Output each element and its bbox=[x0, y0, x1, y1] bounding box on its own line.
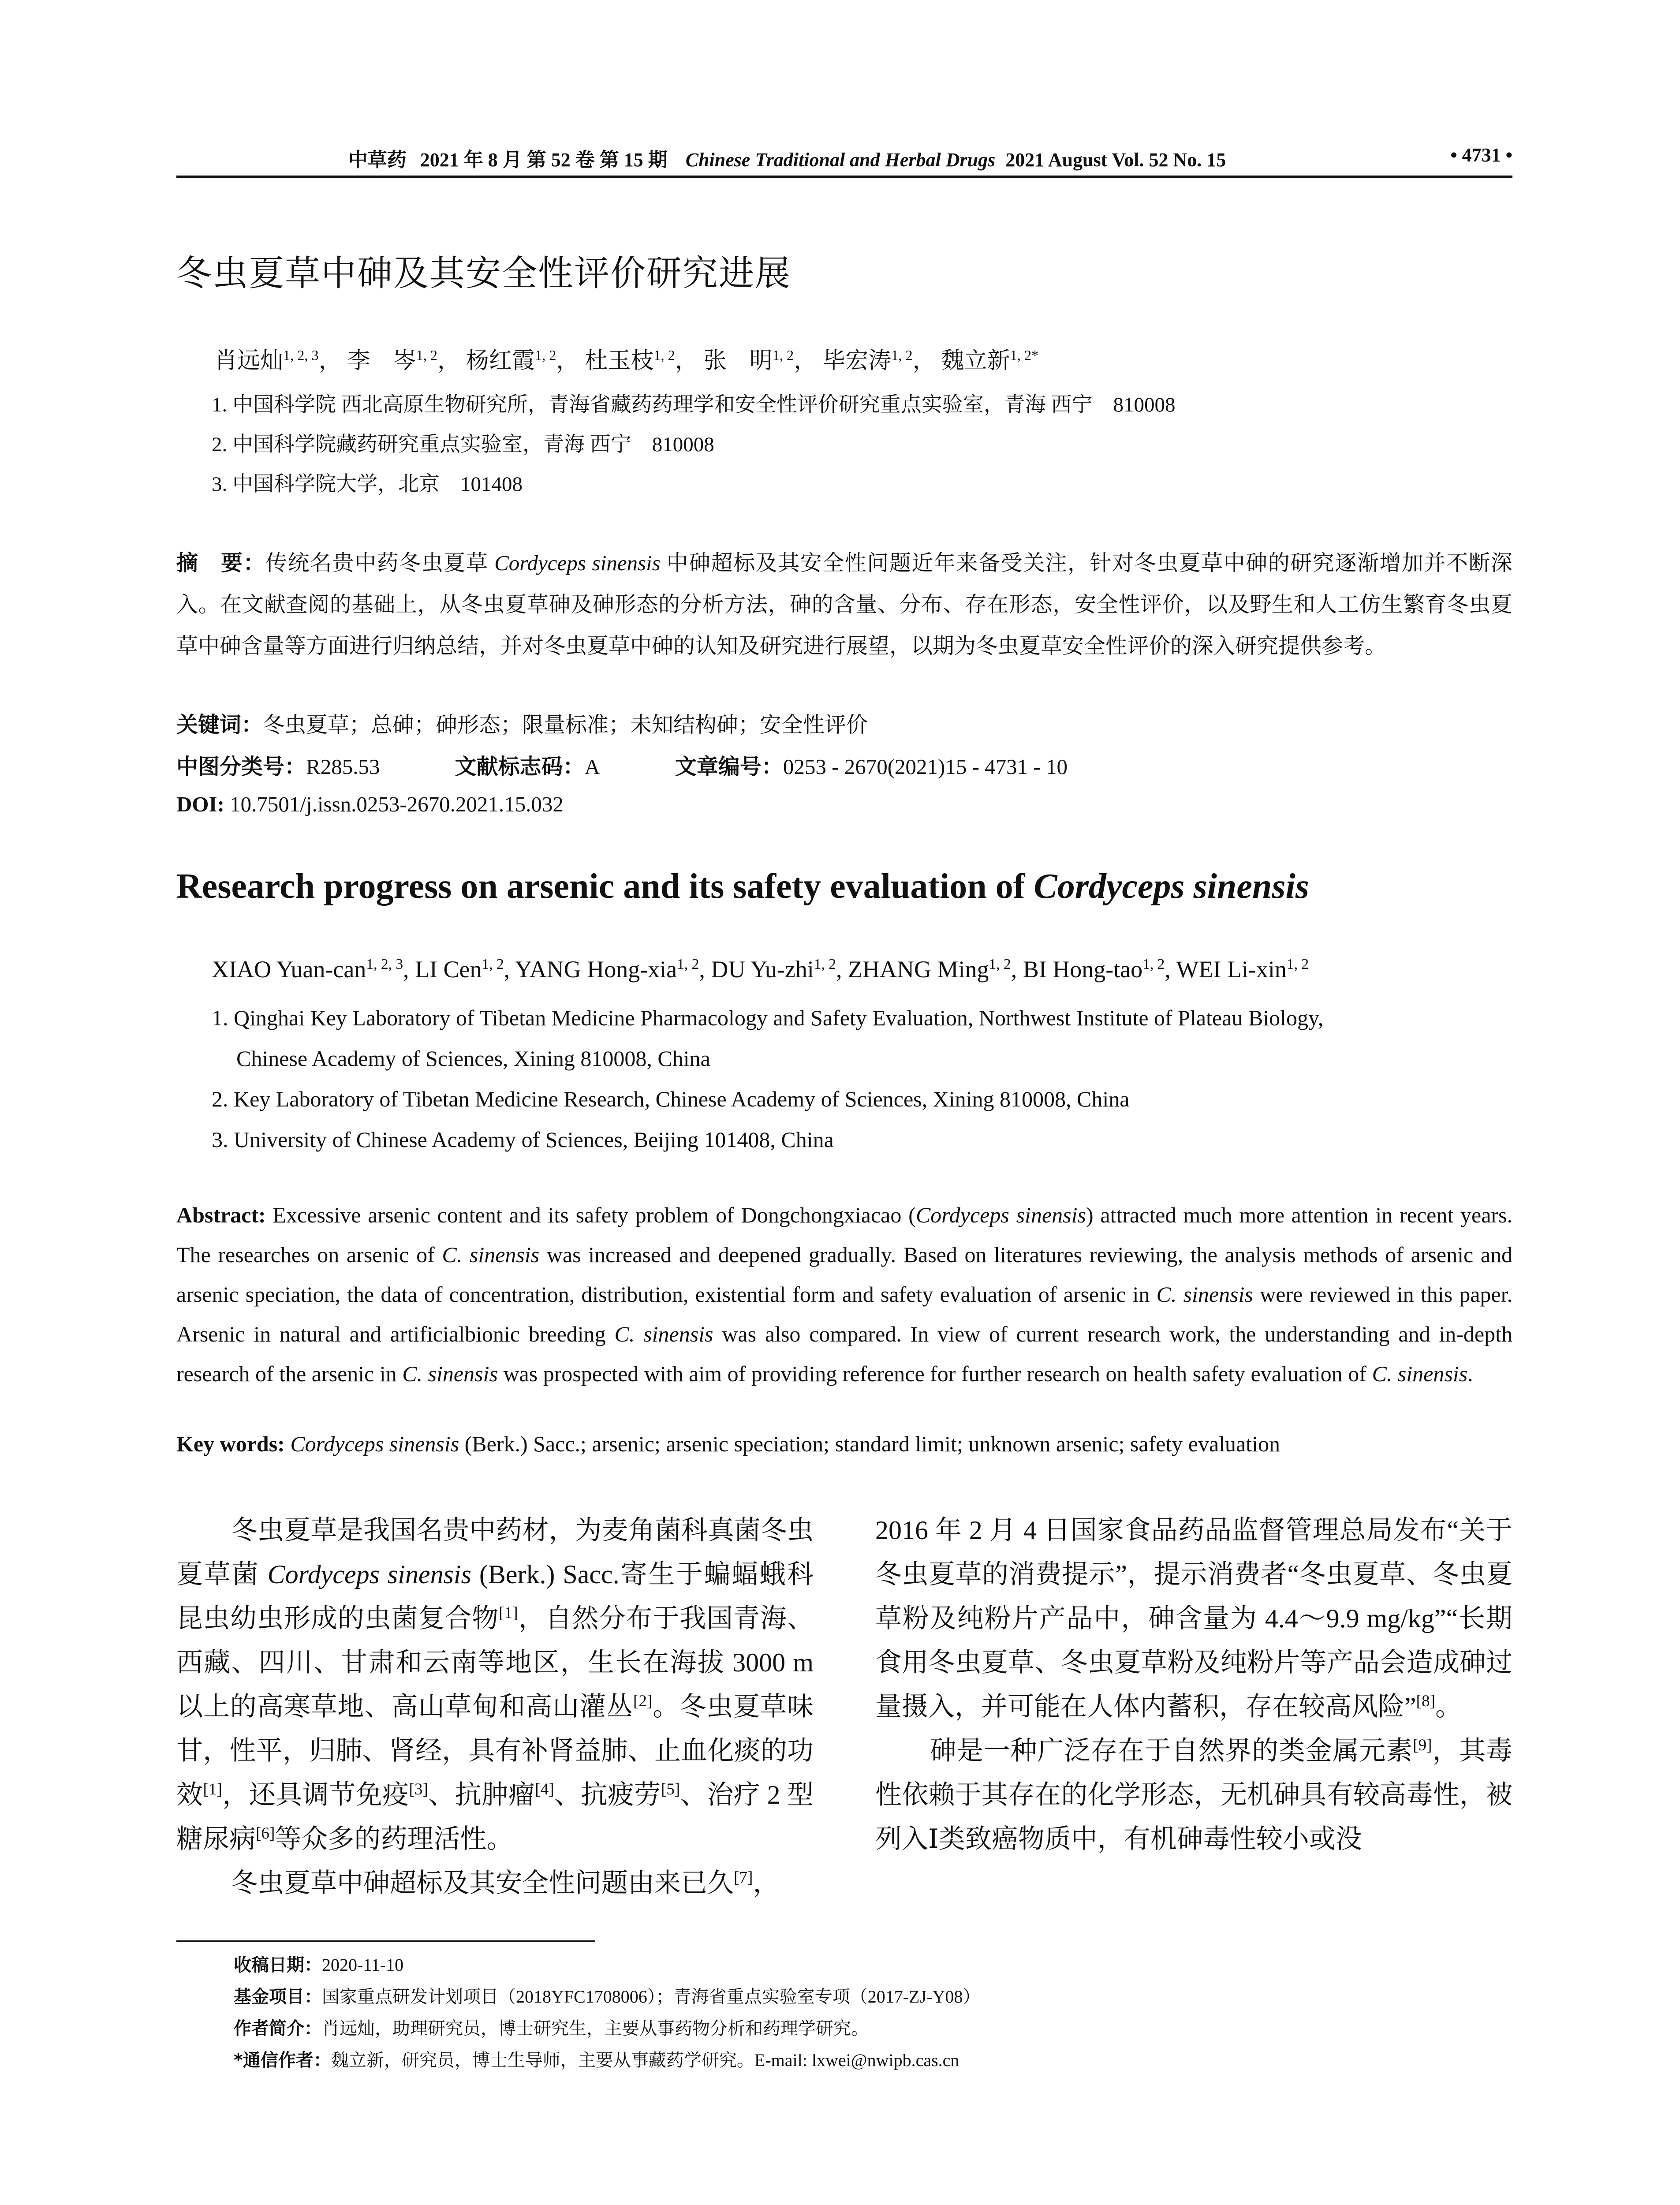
citation-ref: [1] bbox=[499, 1604, 518, 1622]
cn-author: 杨红霞$^{1, 2}$， bbox=[466, 347, 579, 374]
italic-text: C. sinensis bbox=[1372, 1361, 1468, 1386]
cn-author: 毕宏涛$^{1, 2}$， bbox=[822, 347, 936, 374]
cn-author: 肖远灿$^{1, 2, 3}$， bbox=[214, 347, 342, 374]
text-run: ) attracted much more attention in recent years. The researches on arsenic of bbox=[176, 1203, 1513, 1267]
en-author: ZHANG Ming$^{1, 2}$, bbox=[848, 956, 1023, 983]
text-run: was also compared. In view of current research work, the understanding and in-depth research of the arsenic in bbox=[176, 1322, 1512, 1386]
journal-header-center bbox=[176, 144, 1398, 172]
running-header bbox=[176, 140, 1512, 176]
text-run: 2016 年 2 月 4 日国家食品药品监督管理总局发布“关于冬虫夏草的消费提示”，提示消费者“冬虫夏草、冬虫夏草粉及纯粉片产品中，砷含量为 4.4～9.9 mg/kg”“长期食用冬虫夏草、冬虫夏草粉及纯粉片等产品会造成砷过量摄入，并可能在人体内蓄积，存在较高风险” bbox=[875, 1516, 1512, 1721]
cn-author: 魏立新$^{1, 2*}$ bbox=[941, 347, 1039, 374]
cn-abstract: 摘 要：传统名贵中药冬虫夏草 Cordyceps sinensis 中砷超标及其安全性问题近年来备受关注，针对冬虫夏草中砷的研究逐渐增加并不断深入。在文献查阅的基础上，从冬虫夏草砷及砷形态的分析方法，砷的含量、分布、存在形态，安全性评价，以及野生和人工仿生繁育冬虫夏草中砷含量等方面进行归纳总结，并对冬虫夏草中砷的认知及研究进行展望，以期为冬虫夏草安全性评价的深入研究提供参考。 bbox=[176, 550, 1512, 658]
italic-text: C. sinensis bbox=[614, 1322, 713, 1346]
issue-date-en: 2021 August Vol. 52 No. 15 bbox=[1005, 149, 1226, 171]
text-run: 冬虫夏草中砷超标及其安全性问题由来已久 bbox=[231, 1869, 734, 1898]
journal-name-cn: 中草药 bbox=[348, 149, 407, 171]
text-run: ， bbox=[753, 1869, 780, 1898]
corresponding-author: *通信作者：魏立新，研究员，博士生导师，主要从事藏药学研究。E-mail: lxwei@nwipb.cas.cn bbox=[234, 2050, 959, 2070]
cn-author: 张 明$^{1, 2}$， bbox=[703, 347, 817, 374]
italic-text: Cordyceps sinensis bbox=[267, 1560, 471, 1589]
en-authors bbox=[212, 956, 1309, 983]
funding: 基金项目：国家重点研发计划项目（2018YFC1708006）；青海省重点实验室专项（2017-ZJ-Y08） bbox=[234, 1987, 981, 2007]
en-author: XIAO Yuan-can$^{1, 2, 3}$, bbox=[212, 956, 415, 983]
cn-affiliation-3: 3. 中国科学院大学，北京 101408 bbox=[212, 473, 523, 496]
cn-affiliation-2: 2. 中国科学院藏药研究重点实验室，青海 西宁 810008 bbox=[212, 433, 714, 456]
en-author: WEI Li-xin$^{1, 2}$ bbox=[1176, 956, 1309, 983]
en-abstract bbox=[176, 1195, 1512, 1394]
body-column-left bbox=[176, 1508, 814, 1905]
citation-ref: [2] bbox=[633, 1692, 653, 1710]
doi-value[interactable]: 10.7501/j.issn.0253-2670.2021.15.032 bbox=[224, 792, 564, 816]
body-paragraph bbox=[176, 1508, 814, 1861]
italic-text: C. sinensis bbox=[402, 1361, 498, 1386]
text-run: 、治疗 2 型糖尿病 bbox=[176, 1780, 814, 1854]
cn-keywords bbox=[176, 708, 868, 739]
text-run: was prospected with aim of providing reference for further research on health safety evaluation of bbox=[497, 1361, 1372, 1386]
en-title: Research progress on arsenic and its safety evaluation of Cordyceps sinensis bbox=[176, 867, 1309, 906]
doi-label: DOI: bbox=[176, 792, 224, 816]
text-run: ，自然分布于我国青海、西藏、四川、甘肃和云南等地区，生长在海拔 3000 m 以上的高寒草地、高山草甸和高山灌丛 bbox=[176, 1604, 814, 1721]
en-affiliation-1: 1. Qinghai Key Laboratory of Tibetan Medicine Pharmacology and Safety Evaluation, Northwest Institute of Plateau Biology, Chinese Academy of Sciences, Xining 810008, China bbox=[212, 1005, 1324, 1071]
en-abstract-text bbox=[176, 1203, 1512, 1386]
cn-keywords-text: 冬虫夏草；总砷；砷形态；限量标准；未知结构砷；安全性评价 bbox=[263, 713, 868, 737]
text-run: 等众多的药理活性。 bbox=[275, 1824, 513, 1854]
text-run: Excessive arsenic content and its safety problem of Dongchongxiacao ( bbox=[265, 1203, 916, 1227]
en-keywords-label: Key words: bbox=[176, 1431, 285, 1456]
citation-ref: [6] bbox=[256, 1824, 275, 1842]
text-run: 砷是一种广泛存在于自然界的类金属元素 bbox=[930, 1736, 1413, 1765]
cn-author: 李 岑$^{1, 2}$， bbox=[347, 347, 461, 374]
citation-ref: [1] bbox=[203, 1780, 222, 1798]
text-run: ，还具调节免疫 bbox=[222, 1780, 409, 1809]
footnotes bbox=[234, 1949, 980, 2076]
page-number: • 4731 • bbox=[1450, 144, 1512, 166]
en-affiliation-2: 2. Key Laboratory of Tibetan Medicine Research, Chinese Academy of Sciences, Xining 810008, China bbox=[212, 1087, 1130, 1111]
text-run: 冬虫夏草是我国名贵中药材，为麦角菌科真菌冬虫夏草菌 bbox=[176, 1516, 814, 1589]
received-date: 收稿日期：2020-11-10 bbox=[234, 1955, 404, 1975]
text-run: was increased and deepened gradually. Based on literatures reviewing, the analysis methods of arsenic and arsenic speciation, the data of concentration, distribution, existential form and safety evaluation of arsenic in bbox=[176, 1242, 1513, 1307]
doi-line bbox=[176, 792, 564, 817]
journal-name-en: Chinese Traditional and Herbal Drugs bbox=[685, 149, 996, 171]
text-run: (Berk.) Sacc.寄生于蝙蝠蛾科昆虫幼虫形成的虫菌复合物 bbox=[176, 1560, 814, 1633]
cn-abstract-label: 摘 要： bbox=[176, 550, 266, 576]
text-run: 。冬虫夏草味甘，性平，归肺、肾经，具有补肾益肺、止血化痰的功效 bbox=[176, 1692, 814, 1809]
body-paragraph bbox=[176, 1861, 814, 1905]
en-author: YANG Hong-xia$^{1, 2}$, bbox=[515, 956, 711, 983]
en-affiliation-3: 3. University of Chinese Academy of Sciences, Beijing 101408, China bbox=[212, 1127, 834, 1152]
cn-author: 杜玉枝$^{1, 2}$， bbox=[585, 347, 698, 374]
body-paragraph bbox=[875, 1508, 1512, 1729]
en-author: LI Cen$^{1, 2}$, bbox=[415, 956, 515, 983]
issue-date-cn: 2021 年 8 月 第 52 卷 第 15 期 bbox=[420, 149, 668, 171]
text-run: . bbox=[1467, 1361, 1473, 1386]
citation-ref: [8] bbox=[1416, 1692, 1436, 1710]
italic-text: C. sinensis bbox=[1156, 1282, 1253, 1307]
citation-ref: [3] bbox=[409, 1780, 428, 1798]
text-run: 。 bbox=[1435, 1692, 1462, 1721]
text-run: ，其毒性依赖于其存在的化学形态，无机砷具有较高毒性，被列入Ⅰ类致癌物质中，有机砷毒性较小或没 bbox=[875, 1736, 1513, 1854]
footnote-rule bbox=[176, 1940, 595, 1942]
en-author: BI Hong-tao$^{1, 2}$, bbox=[1023, 956, 1176, 983]
citation-ref: [5] bbox=[661, 1780, 680, 1798]
header-rule bbox=[176, 176, 1512, 178]
text-run: 、抗疲劳 bbox=[554, 1780, 661, 1809]
cn-title: 冬虫夏草中砷及其安全性评价研究进展 bbox=[176, 253, 791, 294]
en-abstract-label: Abstract: bbox=[176, 1203, 266, 1227]
cn-authors bbox=[214, 342, 1038, 375]
en-author: DU Yu-zhi$^{1, 2}$, bbox=[711, 956, 848, 983]
citation-ref: [9] bbox=[1413, 1736, 1432, 1754]
citation-ref: [4] bbox=[535, 1780, 554, 1798]
cn-classification: 中图分类号：R285.53 文献标志码：A 文章编号：0253 - 2670(2021)15 - 4731 - 10 bbox=[176, 754, 1068, 779]
cn-affiliation-1: 1. 中国科学院 西北高原生物研究所，青海省藏药药理学和安全性评价研究重点实验室，青海 西宁 810008 bbox=[212, 393, 1176, 416]
italic-text: Cordyceps sinensis bbox=[915, 1203, 1086, 1227]
body-column-right bbox=[875, 1508, 1512, 1861]
citation-ref: [7] bbox=[734, 1869, 753, 1887]
italic-text: C. sinensis bbox=[442, 1242, 540, 1267]
author-bio: 作者简介：肖远灿，助理研究员，博士研究生，主要从事药物分析和药理学研究。 bbox=[234, 2018, 869, 2039]
en-keywords: Key words: Cordyceps sinensis (Berk.) Sacc.; arsenic; arsenic speciation; standard limit; unknown arsenic; safety evaluation bbox=[176, 1431, 1281, 1456]
text-run: were reviewed in this paper. Arsenic in natural and artificialbionic breeding bbox=[176, 1282, 1513, 1346]
text-run: 、抗肿瘤 bbox=[428, 1780, 535, 1809]
body-paragraph bbox=[875, 1729, 1512, 1861]
cn-keywords-label: 关键词： bbox=[176, 712, 263, 737]
